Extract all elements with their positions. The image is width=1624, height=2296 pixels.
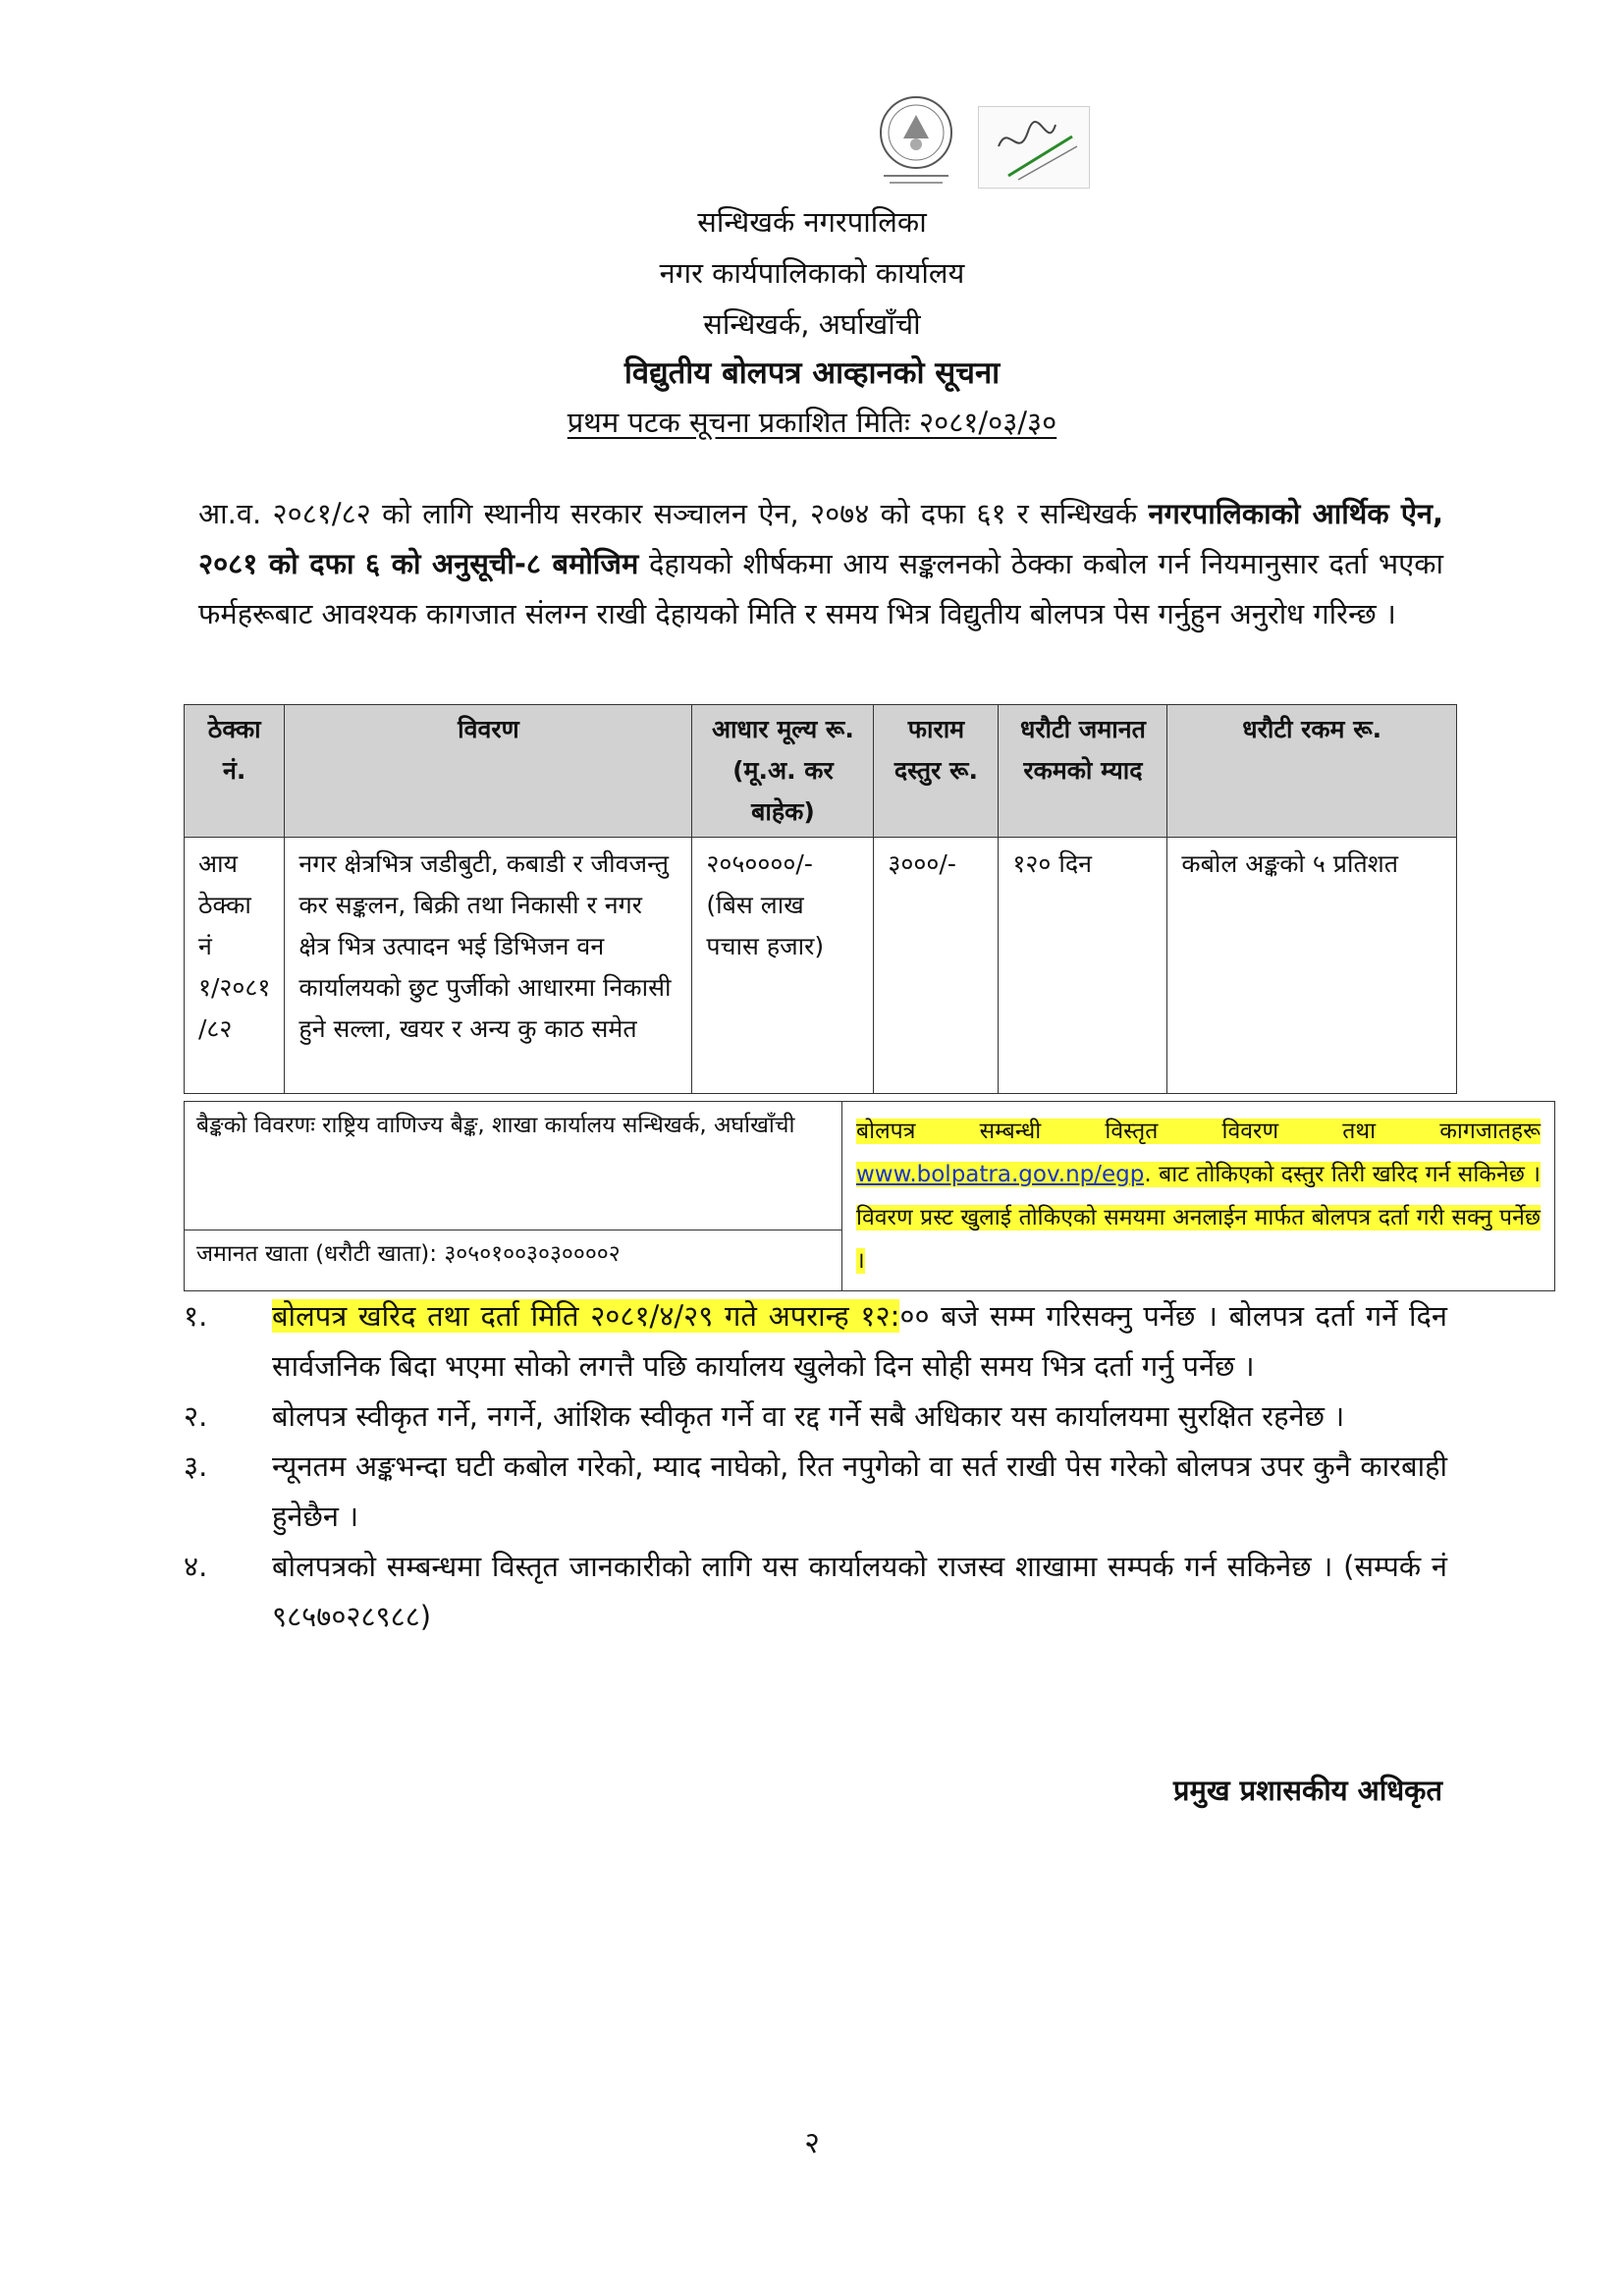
item-number: ३. (184, 1449, 208, 1483)
item-number: २. (184, 1399, 208, 1433)
item-number: १. (184, 1299, 208, 1333)
bank-details: बैङ्कको विवरणः राष्ट्रिय वाणिज्य बैङ्क, शाखा कार्यालय सन्धिखर्क, अर्घाखाँची (185, 1102, 842, 1230)
cell-description: नगर क्षेत्रभित्र जडीबुटी, कबाडी र जीवजन्तु कर सङ्कलन, बिक्री तथा निकासी र नगर क्षेत्र भित्र उत्पादन भई डिभिजन वन कार्यालयको छुट पुर्जीको आधारमा निकासी हुने सल्ला, खयर र अन्य कु काठ समेत (285, 838, 692, 1094)
office-name: सन्धिखर्क नगरपालिका (697, 205, 927, 239)
note-text-1: बोलपत्र सम्बन्धी विस्तृत विवरण तथा कागजातहरू (856, 1119, 1541, 1144)
list-item (184, 1542, 1447, 1642)
notice-title: विद्युतीय बोलपत्र आव्हानको सूचना (623, 355, 1001, 391)
intro-text-1: आ.व. २०८१/८२ को लागि स्थानीय सरकार सञ्चालन ऐन, २०७४ को दफा ६१ र सन्धिखर्क (198, 497, 1149, 530)
table-header-row (185, 705, 1457, 838)
col-header-form-fee: फाराम दस्तुर रू. (874, 705, 999, 838)
highlighted-deadline: बोलपत्र खरिद तथा दर्ता मिति २०८१/४/२९ गते अपरान्ह १२: (272, 1299, 900, 1333)
table-row (185, 838, 1457, 1094)
deposit-account: जमानत खाता (धरौटी खाता): ३०५०१००३०३००००२ (185, 1230, 842, 1290)
publish-date-line (0, 403, 1624, 442)
item-text: न्यूनतम अङ्कभन्दा घटी कबोल गरेको, म्याद नाघेको, रित नपुगेको वा सर्त राखी पेस गरेको बोलपत्र उपर कुनै कारबाही हुनेछैन । (272, 1449, 1447, 1533)
intro-text-2: देहायको शीर्षकमा आय सङ्कलनको ठेक्का कबोल गर्न नियमानुसार दर्ता भएका फर्महरूबाट आवश्यक कागजात संलग्न राखी देहायको मिति र समय भित्र विद्युतीय बोलपत्र पेस गर्नुहुन अनुरोध गरिन्छ । (198, 547, 1443, 630)
office-address: सन्धिखर्क, अर्घाखाँची (703, 307, 921, 341)
cell-base-price: २०५००००/- (बिस लाख पचास हजार) (692, 838, 874, 1094)
bank-info-table (184, 1101, 1555, 1291)
page-number: २ (804, 2126, 820, 2160)
bolpatra-link[interactable]: www.bolpatra.gov.np/egp (856, 1162, 1145, 1187)
item-text: बोलपत्रको सम्बन्धमा विस्तृत जानकारीको लागि यस कार्यालयको राजस्व शाखामा सम्पर्क गर्न सकिनेछ । (सम्पर्क नं ९८५७०२८९८८) (272, 1550, 1447, 1633)
office-department: नगर कार्यपालिकाको कार्यालय (659, 256, 965, 290)
item-text: बोलपत्र स्वीकृत गर्ने, नगर्ने, आंशिक स्वीकृत गर्ने वा रद्द गर्ने सबै अधिकार यस कार्यालयमा सुरक्षित रहनेछ । (272, 1399, 1345, 1433)
item-text: ०० बजे सम्म गरिसक्नु पर्नेछ । बोलपत्र दर्ता गर्ने दिन सार्वजनिक बिदा भएमा सोको लगत्तै पछि कार्यालय खुलेको दिन सोही समय भित्र दर्ता गर्नु पर्नेछ । (272, 1299, 1447, 1383)
signatory-title: प्रमुख प्रशासकीय अधिकृत (1172, 1774, 1442, 1807)
intro-paragraph (198, 489, 1443, 639)
col-header-deposit-amount: धरौटी रकम रू. (1167, 705, 1457, 838)
conditions-list (184, 1291, 1447, 1642)
col-header-contract-no: ठेक्का नं. (185, 705, 285, 838)
list-item (184, 1392, 1447, 1442)
cell-contract-no: आय ठेक्का नं १/२०८१ /८२ (185, 838, 285, 1094)
col-header-deposit-period: धरौटी जमानत रकमको म्याद (999, 705, 1167, 838)
col-header-base-price: आधार मूल्य रू. (मू.अ. कर बाहेक) (692, 705, 874, 838)
list-item (184, 1291, 1447, 1392)
intro-text-bold: नगरपालिकाको आर्थिक ऐन, २०८१ को दफा ६ को अनुसूची-८ बमोजिम (198, 497, 1443, 580)
cell-deposit-amount: कबोल अङ्कको ५ प्रतिशत (1167, 838, 1457, 1094)
publish-date: प्रथम पटक सूचना प्रकाशित मितिः २०८१/०३/३० (567, 406, 1057, 439)
bolpatra-note (842, 1102, 1555, 1291)
tender-table (184, 704, 1457, 1094)
cell-form-fee: ३०००/- (874, 838, 999, 1094)
item-number: ४. (184, 1550, 208, 1583)
list-item (184, 1442, 1447, 1542)
col-header-description: विवरण (285, 705, 692, 838)
cell-deposit-period: १२० दिन (999, 838, 1167, 1094)
municipality-seal-icon (874, 93, 958, 188)
signature-stamp-icon (978, 106, 1090, 189)
note-text-2: . बाट तोकिएको दस्तुर तिरी खरिद गर्न सकिनेछ । विवरण प्रस्ट खुलाई तोकिएको समयमा अनलाईन मार्फत बोलपत्र दर्ता गरी सक्नु पर्नेछ । (856, 1162, 1541, 1274)
